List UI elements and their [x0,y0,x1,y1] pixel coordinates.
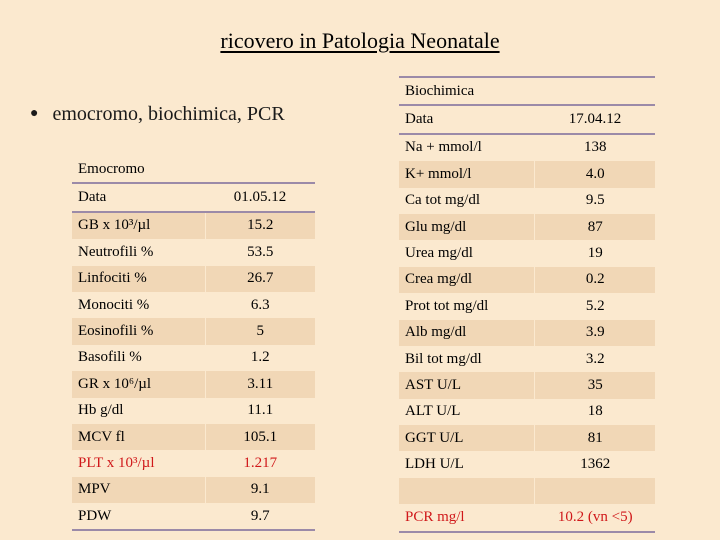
table-row [399,320,655,346]
biochimica-header-date: 17.04.12 [535,105,655,133]
table-row [72,239,315,265]
row-label: GB x 10³/µl [72,212,205,239]
table-row [399,161,655,187]
table-row-pcr [399,504,655,531]
emocromo-header-label: Data [72,183,205,211]
row-label: AST U/L [399,372,535,398]
row-value: 10.2 (vn <5) [535,504,655,531]
row-label: Glu mg/dl [399,214,535,240]
row-value: 4.0 [535,161,655,187]
row-value: 9.7 [205,503,315,530]
row-label: Basofili % [72,345,205,371]
row-value: 11.1 [205,398,315,424]
table-row [72,371,315,397]
row-value: 138 [535,134,655,161]
row-value: 87 [535,214,655,240]
row-value: 1362 [535,451,655,477]
row-label: Hb g/dl [72,398,205,424]
row-label: Urea mg/dl [399,240,535,266]
row-label: MCV fl [72,424,205,450]
table-row [399,451,655,477]
row-value: 26.7 [205,266,315,292]
emocromo-table [72,156,315,531]
table-row [72,477,315,503]
row-label: PLT x 10³/µl [72,450,205,476]
table-row [72,345,315,371]
bullet-point [30,103,285,126]
table-row [72,398,315,424]
table-row [399,346,655,372]
table-row [399,188,655,214]
row-label: GGT U/L [399,425,535,451]
row-value: 19 [535,240,655,266]
biochimica-header-label: Data [399,105,535,133]
table-row [399,267,655,293]
table-row [72,318,315,344]
table-row [72,212,315,239]
biochimica-caption-row [399,77,655,105]
row-label: Monociti % [72,292,205,318]
row-label: Alb mg/dl [399,320,535,346]
row-value: 9.5 [535,188,655,214]
table-row [72,292,315,318]
emocromo-caption-row [72,156,315,183]
table-row [72,424,315,450]
row-label: PCR mg/l [399,504,535,531]
table-row [399,372,655,398]
emocromo-caption: Emocromo [72,156,205,183]
row-label: Prot tot mg/dl [399,293,535,319]
row-label: PDW [72,503,205,530]
row-label: K+ mmol/l [399,161,535,187]
row-value: 105.1 [205,424,315,450]
row-value: 5.2 [535,293,655,319]
row-label: GR x 10⁶/µl [72,371,205,397]
emocromo-header-row [72,183,315,211]
row-value: 3.11 [205,371,315,397]
row-value: 15.2 [205,212,315,239]
row-value: 5 [205,318,315,344]
row-label: MPV [72,477,205,503]
biochimica-table [399,76,655,533]
row-value: 35 [535,372,655,398]
row-label: LDH U/L [399,451,535,477]
row-value: 18 [535,399,655,425]
row-label [399,478,535,504]
table-row [72,503,315,530]
slide-title: ricovero in Patologia Neonatale [220,28,500,53]
row-label: Ca tot mg/dl [399,188,535,214]
row-value: 3.9 [535,320,655,346]
table-row [72,266,315,292]
row-value: 53.5 [205,239,315,265]
biochimica-caption: Biochimica [399,77,535,105]
table-row [399,240,655,266]
emocromo-header-date: 01.05.12 [205,183,315,211]
biochimica-header-row [399,105,655,133]
table-row [399,425,655,451]
bullet-text: emocromo, biochimica, PCR [52,103,285,125]
table-row [399,399,655,425]
row-value [535,478,655,504]
table-row-empty [399,478,655,504]
table-row [399,134,655,161]
table-row-plt [72,450,315,476]
row-value: 6.3 [205,292,315,318]
row-label: Crea mg/dl [399,267,535,293]
row-value: 3.2 [535,346,655,372]
row-value: 81 [535,425,655,451]
row-label: Bil tot mg/dl [399,346,535,372]
table-row [399,214,655,240]
row-value: 9.1 [205,477,315,503]
row-label: Linfociti % [72,266,205,292]
row-label: Eosinofili % [72,318,205,344]
table-row [399,293,655,319]
row-label: Na + mmol/l [399,134,535,161]
row-label: ALT U/L [399,399,535,425]
row-value: 1.2 [205,345,315,371]
row-value: 0.2 [535,267,655,293]
row-value: 1.217 [205,450,315,476]
row-label: Neutrofili % [72,239,205,265]
bullet-icon: ● [30,106,39,121]
